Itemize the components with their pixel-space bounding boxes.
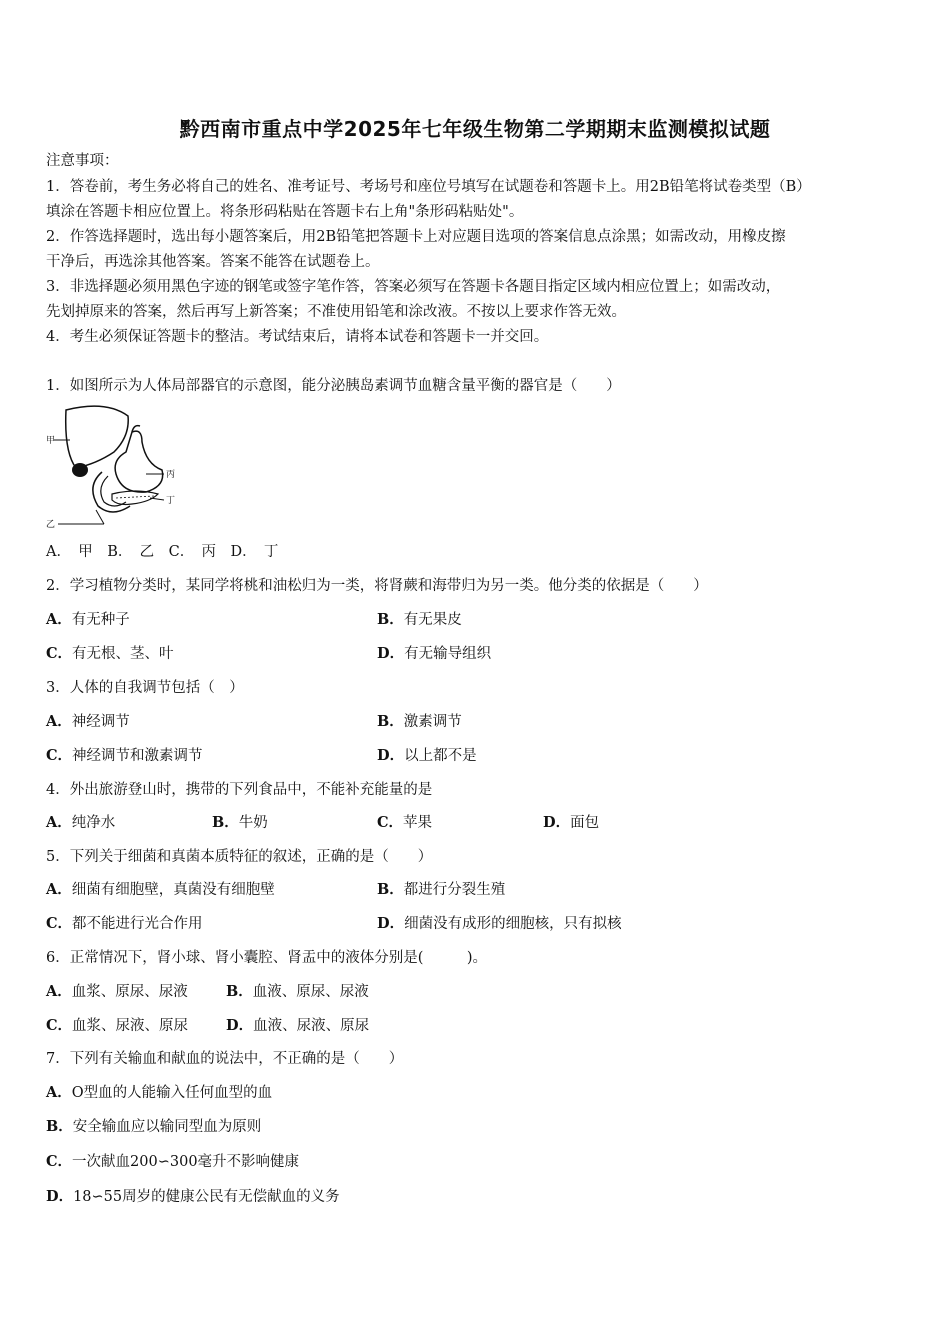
option-b: B．激素调节 xyxy=(377,713,462,730)
notice-line: 3．非选择题必须用黑色字迹的钢笔或签字笔作答，答案必须写在答题卡各题目指定区域内相应位置上；如需改动， xyxy=(46,279,781,295)
option-d: D．有无输导组织 xyxy=(377,645,492,662)
exam-title: 黔西南市重点中学2025年七年级生物第二学期期末监测模拟试题 xyxy=(179,117,771,141)
question-2-stem: 2．学习植物分类时，某同学将桃和油松归为一类，将肾蕨和海带归为另一类。他分类的依据是（ ） xyxy=(46,578,708,594)
option-d: D．以上都不是 xyxy=(377,747,477,764)
option-d: D．细菌没有成形的细胞核，只有拟核 xyxy=(377,915,622,932)
label-yi: 乙 xyxy=(46,520,56,530)
option-b: B．血液、原尿、尿液 xyxy=(226,983,369,1000)
option-c: C．神经调节和激素调节 xyxy=(46,747,203,764)
label-jia: 甲 xyxy=(46,436,56,446)
notice-line: 先划掉原来的答案，然后再写上新答案；不准使用铅笔和涂改液。不按以上要求作答无效。 xyxy=(46,304,626,320)
question-3-stem: 3．人体的自我调节包括（ ） xyxy=(46,680,244,696)
option-a: A．纯净水 xyxy=(46,814,116,831)
option-c: C．一次献血200∽300毫升不影响健康 xyxy=(46,1153,300,1170)
option-d: D．18∽55周岁的健康公民有无偿献血的义务 xyxy=(46,1188,340,1205)
option-a: A．有无种子 xyxy=(46,611,130,628)
notice-line: 填涂在答题卡相应位置上。将条形码粘贴在答题卡右上角"条形码粘贴处"。 xyxy=(46,204,524,220)
question-4-stem: 4．外出旅游登山时，携带的下列食品中，不能补充能量的是 xyxy=(46,782,433,798)
option-a: A．神经调节 xyxy=(46,713,130,730)
option-a: A．血浆、原尿、尿液 xyxy=(46,983,188,1000)
option-b: B．有无果皮 xyxy=(377,611,462,628)
notice-line: 2．作答选择题时，选出每小题答案后，用2B铅笔把答题卡上对应题目选项的答案信息点涂黑；如需改动，用橡皮擦 xyxy=(46,229,786,245)
option-a: A．O型血的人能输入任何血型的血 xyxy=(46,1084,273,1101)
notice-line: 干净后，再选涂其他答案。答案不能答在试题卷上。 xyxy=(46,254,380,270)
option-d: D．面包 xyxy=(543,814,600,831)
option-b: B．都进行分裂生殖 xyxy=(377,881,506,898)
question-1-stem: 1．如图所示为人体局部器官的示意图，能分泌胰岛素调节血糖含量平衡的器官是（ ） xyxy=(46,378,621,394)
question-6-stem: 6．正常情况下，肾小球、肾小囊腔、肾盂中的液体分别是( )。 xyxy=(46,950,488,966)
label-ding: 丁 xyxy=(166,496,176,506)
option-d: D．血液、尿液、原尿 xyxy=(226,1017,370,1034)
notice-heading: 注意事项： xyxy=(46,153,119,169)
question-1-options: A． 甲 B． 乙 C． 丙 D． 丁 xyxy=(46,544,279,560)
question-5-stem: 5．下列关于细菌和真菌本质特征的叙述，正确的是（ ） xyxy=(46,849,433,865)
option-b: B．安全输血应以输同型血为原则 xyxy=(46,1118,262,1135)
option-c: C．苹果 xyxy=(377,814,433,831)
notice-line: 4．考生必须保证答题卡的整洁。考试结束后，请将本试卷和答题卡一并交回。 xyxy=(46,329,549,345)
notice-line: 1．答卷前，考生务必将自己的姓名、准考证号、考场号和座位号填写在试题卷和答题卡上。用2B铅笔将试卷类型（B） xyxy=(46,179,811,195)
option-c: C．有无根、茎、叶 xyxy=(46,645,174,662)
option-b: B．牛奶 xyxy=(212,814,268,831)
organ-diagram xyxy=(46,402,176,530)
question-7-stem: 7．下列有关输血和献血的说法中，不正确的是（ ） xyxy=(46,1051,404,1067)
option-c: C．都不能进行光合作用 xyxy=(46,915,203,932)
option-c: C．血浆、尿液、原尿 xyxy=(46,1017,189,1034)
label-bing: 丙 xyxy=(166,470,176,480)
option-a: A．细菌有细胞壁，真菌没有细胞壁 xyxy=(46,881,275,898)
